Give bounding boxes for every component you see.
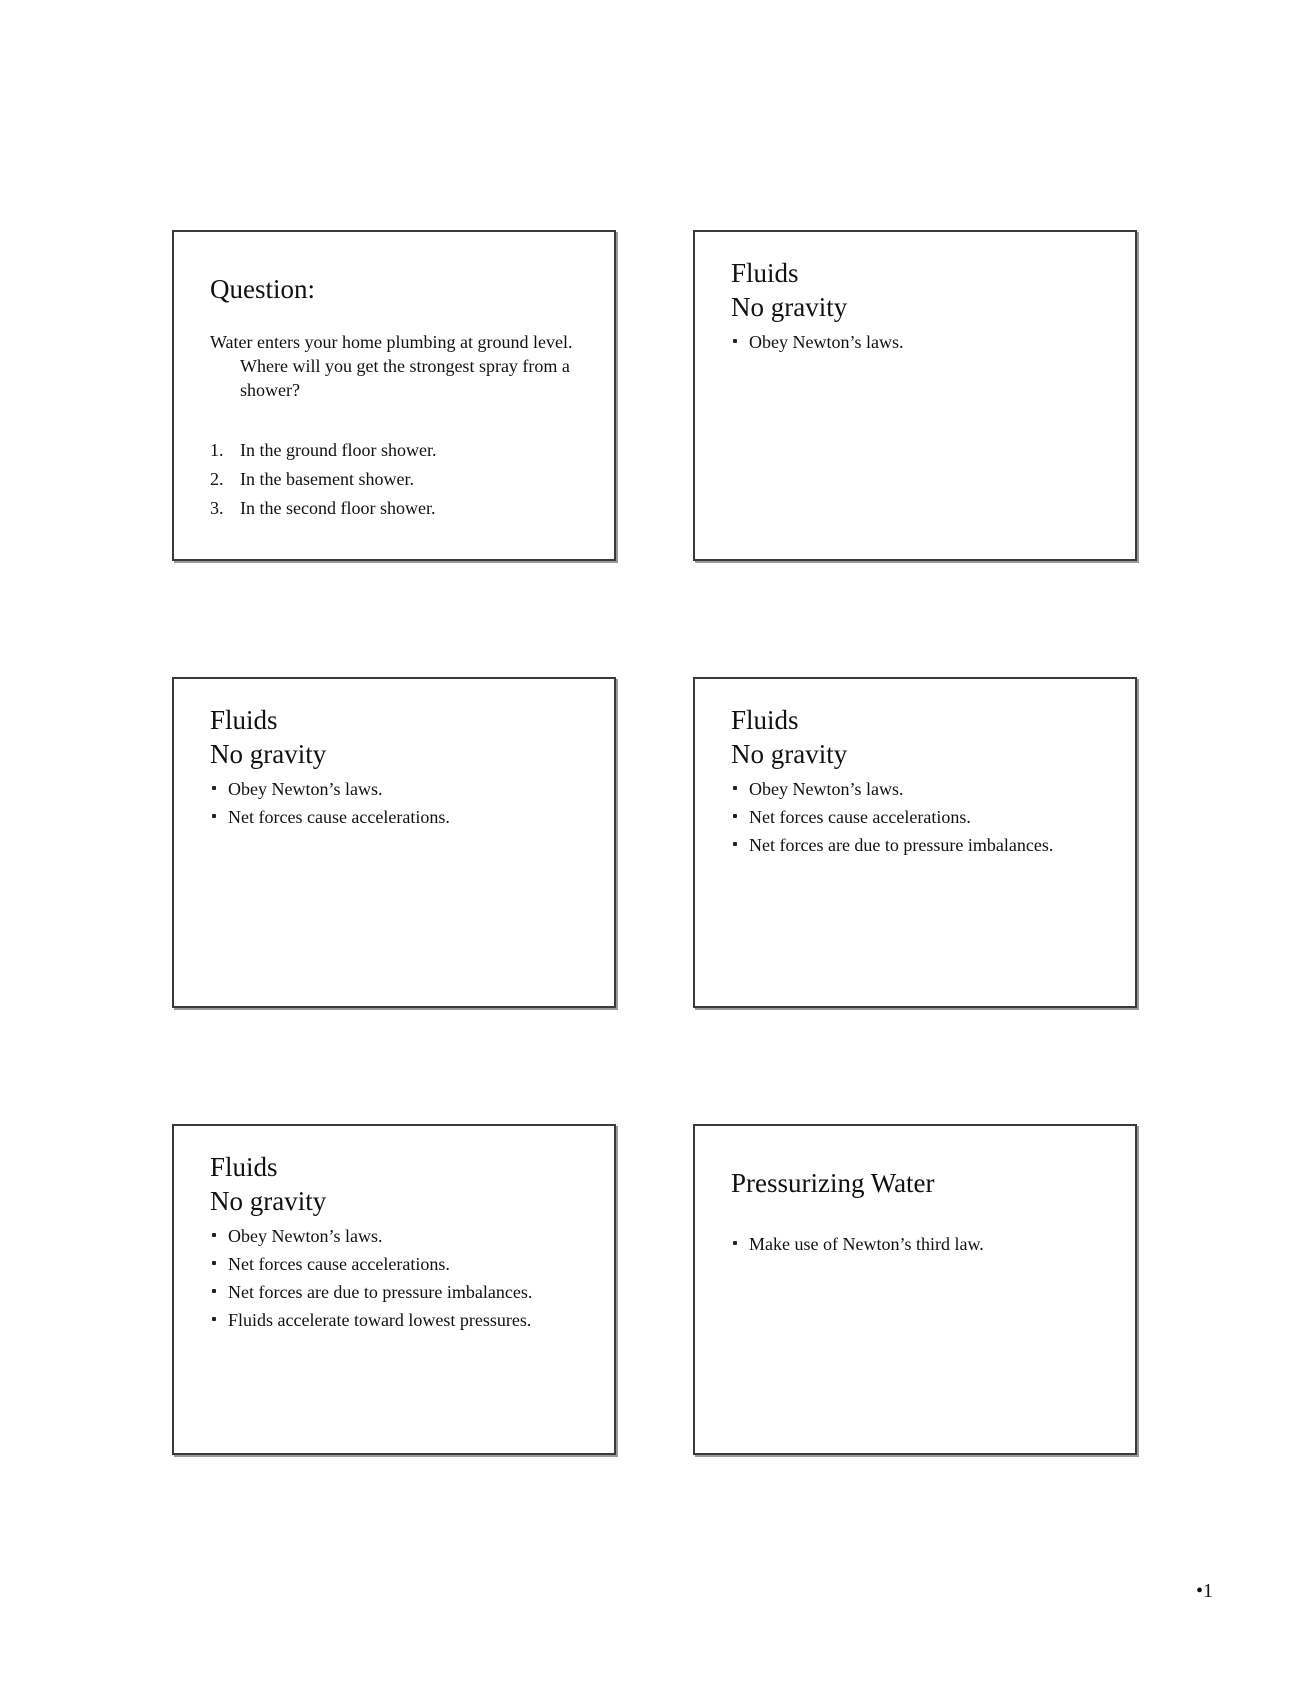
bullet-text: Net forces are due to pressure imbalances. xyxy=(228,1282,533,1302)
slide-question xyxy=(172,230,616,561)
slide-subtitle-line: No gravity xyxy=(731,292,848,322)
bullet-text: Make use of Newton’s third law. xyxy=(749,1234,984,1254)
bullet-text: Net forces cause accelerations. xyxy=(228,807,450,827)
bullet-list xyxy=(210,775,450,831)
slide-title: Pressurizing Water xyxy=(731,1168,935,1198)
slide-fluids-4 xyxy=(172,1124,616,1455)
slide-subtitle-line: No gravity xyxy=(210,1186,327,1216)
bullet-icon xyxy=(212,1289,216,1293)
bullet-item xyxy=(210,803,450,831)
slide-title-line: Fluids xyxy=(731,258,799,288)
bullet-item xyxy=(210,1278,532,1306)
bullet-text: Obey Newton’s laws. xyxy=(228,1226,383,1246)
slide-title-line: Fluids xyxy=(210,705,278,735)
bullet-icon xyxy=(212,786,216,790)
bullet-text: Obey Newton’s laws. xyxy=(228,779,383,799)
bullet-icon xyxy=(733,339,737,343)
option-text: In the basement shower. xyxy=(240,469,414,489)
slide-title xyxy=(731,703,847,771)
bullet-item xyxy=(210,775,450,803)
option-number: 1. xyxy=(210,440,224,460)
slide-fluids-3 xyxy=(693,677,1137,1008)
slide-subtitle-line: No gravity xyxy=(731,739,848,769)
slide-title: Question: xyxy=(210,274,315,304)
bullet-text: Net forces cause accelerations. xyxy=(228,1254,450,1274)
slide-pressurizing-water xyxy=(693,1124,1137,1455)
bullet-icon xyxy=(733,1241,737,1245)
bullet-list xyxy=(731,1230,984,1258)
slide-subtitle-line: No gravity xyxy=(210,739,327,769)
bullet-item xyxy=(731,328,903,356)
slide-title-line: Fluids xyxy=(731,705,799,735)
bullet-list xyxy=(731,328,903,356)
slide-title xyxy=(731,256,847,324)
option-number: 2. xyxy=(210,469,224,489)
option-text: In the second floor shower. xyxy=(240,498,436,518)
bullet-icon xyxy=(733,814,737,818)
slide-fluids-2 xyxy=(172,677,616,1008)
bullet-item xyxy=(210,1222,532,1250)
answer-option xyxy=(210,494,436,523)
bullet-text: Obey Newton’s laws. xyxy=(749,332,904,352)
slide-title xyxy=(210,1150,326,1218)
bullet-icon xyxy=(733,842,737,846)
bullet-item xyxy=(731,1230,984,1258)
bullet-text: Obey Newton’s laws. xyxy=(749,779,904,799)
option-number: 3. xyxy=(210,498,224,518)
bullet-icon xyxy=(212,1233,216,1237)
bullet-list xyxy=(731,775,1053,859)
bullet-item xyxy=(731,775,1053,803)
bullet-item xyxy=(210,1306,532,1334)
bullet-icon xyxy=(212,1317,216,1321)
bullet-text: Fluids accelerate toward lowest pressures. xyxy=(228,1310,532,1330)
answer-option xyxy=(210,436,436,465)
slide-title xyxy=(210,703,326,771)
bullet-icon xyxy=(212,1261,216,1265)
bullet-icon xyxy=(212,814,216,818)
bullet-text: Net forces cause accelerations. xyxy=(749,807,971,827)
option-text: In the ground floor shower. xyxy=(240,440,437,460)
bullet-item xyxy=(731,803,1053,831)
bullet-item xyxy=(731,831,1053,859)
bullet-item xyxy=(210,1250,532,1278)
bullet-icon xyxy=(733,786,737,790)
page-number: •1 xyxy=(1196,1580,1214,1602)
bullet-list xyxy=(210,1222,532,1334)
question-prompt: Water enters your home plumbing at ground level. Where will you get the strongest spray from a shower? xyxy=(210,332,573,400)
slide-title-line: Fluids xyxy=(210,1152,278,1182)
slide-fluids-1 xyxy=(693,230,1137,561)
answer-options xyxy=(210,436,436,523)
answer-option xyxy=(210,465,436,494)
bullet-text: Net forces are due to pressure imbalances. xyxy=(749,835,1054,855)
